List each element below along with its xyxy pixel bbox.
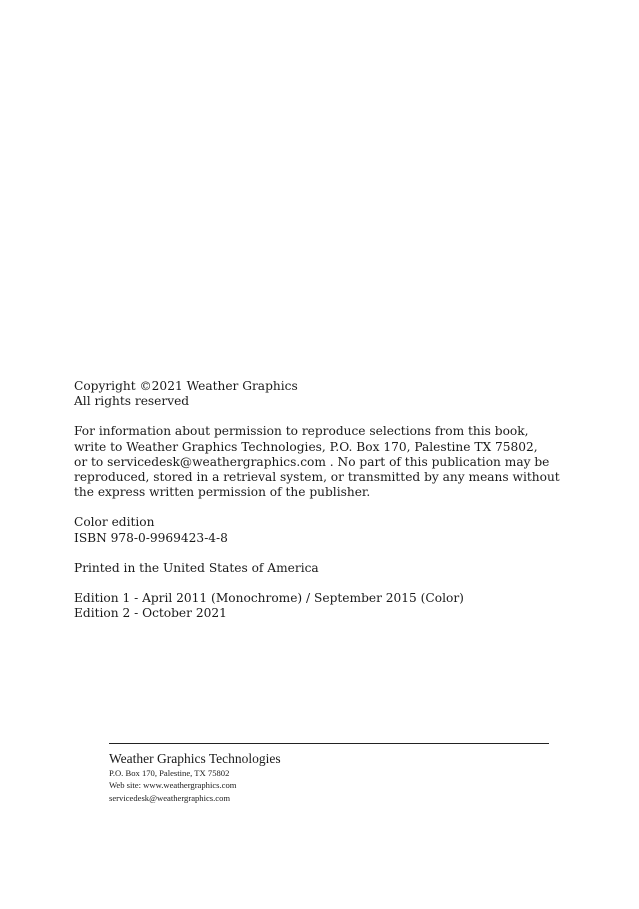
copyright-page-text [74, 379, 560, 621]
permission-line: or to servicedesk@weathergraphics.com . No part of this publication may be [74, 454, 550, 469]
spacer [74, 409, 554, 424]
copyright-notice: Copyright ©2021 Weather Graphics [74, 379, 298, 393]
printed-in: Printed in the United States of America [74, 560, 319, 575]
permission-line: For information about permission to reproduce selections from this book, [74, 424, 529, 439]
permission-line: reproduced, stored in a retrieval system, or transmitted by any means without [74, 470, 560, 485]
publisher-address: P.O. Box 170, Palestine, TX 75802 [109, 768, 230, 778]
permission-line: the express written permission of the publisher. [74, 485, 371, 500]
spacer [74, 576, 554, 591]
rights-reserved: All rights reserved [74, 394, 190, 409]
publisher-website: Web site: www.weathergraphics.com [109, 780, 237, 791]
footer-divider [109, 743, 549, 744]
color-edition-label: Color edition [74, 515, 155, 530]
edition-1: Edition 1 - April 2011 (Monochrome) / September 2015 (Color) [74, 591, 464, 606]
publisher-name: Weather Graphics Technologies [109, 751, 281, 766]
isbn: ISBN 978-0-9969423-4-8 [74, 530, 228, 545]
permission-line: write to Weather Graphics Technologies, P.O. Box 170, Palestine TX 75802, [74, 439, 538, 454]
publisher-block [109, 751, 281, 804]
publisher-email: servicedesk@weathergraphics.com [109, 792, 231, 803]
spacer [74, 546, 554, 561]
spacer [74, 500, 554, 515]
edition-2: Edition 2 - October 2021 [74, 606, 227, 621]
